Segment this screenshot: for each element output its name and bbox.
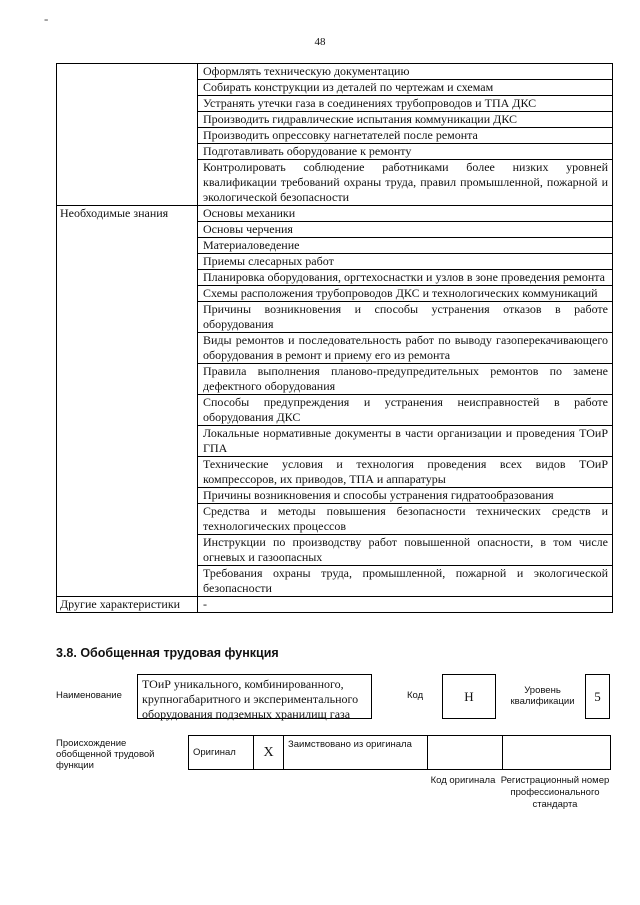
row-requirement: Виды ремонтов и последовательность работ по выводу газоперекачивающего оборудования в ремонт и приему его из ремонта [198, 333, 613, 364]
table-row [57, 488, 613, 504]
table-row [57, 144, 613, 160]
table-row [57, 566, 613, 597]
row-requirement: Схемы расположения трубопроводов ДКС и технологических коммуникаций [198, 286, 613, 302]
table-row [57, 364, 613, 395]
table-row [57, 96, 613, 112]
row-category [57, 270, 198, 286]
row-category [57, 80, 198, 96]
row-category [57, 302, 198, 333]
name-label: Наименование [56, 690, 122, 701]
row-category [57, 112, 198, 128]
requirements-table-body [57, 64, 613, 613]
row-category [57, 535, 198, 566]
row-requirement: Производить опрессовку нагнетателей после ремонта [198, 128, 613, 144]
section-title: 3.8. Обобщенная трудовая функция [56, 646, 279, 660]
row-requirement: Требования охраны труда, промышленной, пожарной и экологической безопасности [198, 566, 613, 597]
row-requirement: Инструкции по производству работ повышенной опасности, в том числе огневых и газоопасных [198, 535, 613, 566]
row-requirement: Причины возникновения и способы устранения гидратообразования [198, 488, 613, 504]
row-category [57, 488, 198, 504]
row-requirement: Планировка оборудования, оргтехоснастки и узлов в зоне проведения ремонта [198, 270, 613, 286]
row-category [57, 426, 198, 457]
function-code-box: H [442, 674, 496, 719]
row-category [57, 333, 198, 364]
row-category [57, 160, 198, 206]
table-row [57, 254, 613, 270]
table-row [57, 535, 613, 566]
row-requirement: Способы предупреждения и устранения неисправностей в работе оборудования ДКС [198, 395, 613, 426]
row-requirement: Контролировать соблюдение работниками более низких уровней квалификации требований охраны труда, правил промышленной, пожарной и экологической безопасности [198, 160, 613, 206]
code-original-caption: Код оригинала [430, 775, 496, 786]
table-row [57, 426, 613, 457]
function-name-box: ТОиР уникального, комбинированного, крупногабаритного и экспериментального оборудования подземных хранилищ газа [137, 674, 372, 719]
row-category [57, 395, 198, 426]
row-category [57, 96, 198, 112]
table-row [57, 160, 613, 206]
row-category: Другие характеристики [57, 597, 198, 613]
row-category [57, 457, 198, 488]
table-row [57, 206, 613, 222]
level-label: Уровень квалификации [510, 685, 575, 707]
row-requirement: Оформлять техническую документацию [198, 64, 613, 80]
table-row [57, 395, 613, 426]
row-category: Необходимые знания [57, 206, 198, 222]
reg-number-cell [503, 736, 611, 770]
row-category [57, 254, 198, 270]
row-category [57, 364, 198, 395]
table-row [57, 286, 613, 302]
row-requirement: Основы черчения [198, 222, 613, 238]
row-category [57, 144, 198, 160]
row-requirement: Основы механики [198, 206, 613, 222]
row-requirement: Средства и методы повышения безопасности технических средств и технологических процессов [198, 504, 613, 535]
row-requirement: Устранять утечки газа в соединениях трубопроводов и ТПА ДКС [198, 96, 613, 112]
table-row [57, 222, 613, 238]
table-row [57, 597, 613, 613]
table-row [57, 270, 613, 286]
row-requirement: - [198, 597, 613, 613]
code-label: Код [407, 690, 424, 701]
row-requirement: Технические условия и технология проведения всех видов ТОиР компрессоров, их приводов, ТПА и аппаратуры [198, 457, 613, 488]
corner-mark: - [44, 11, 49, 26]
row-category [57, 128, 198, 144]
qualification-level-box: 5 [585, 674, 610, 719]
row-requirement: Материаловедение [198, 238, 613, 254]
table-row [57, 238, 613, 254]
row-category [57, 286, 198, 302]
row-category [57, 64, 198, 80]
table-row [57, 504, 613, 535]
table-row [57, 128, 613, 144]
table-row [57, 80, 613, 96]
row-category [57, 238, 198, 254]
table-row [57, 457, 613, 488]
row-requirement: Правила выполнения планово-предупредительных ремонтов по замене дефектного оборудования [198, 364, 613, 395]
requirements-table [56, 63, 613, 613]
row-requirement: Локальные нормативные документы в части организации и проведения ТОиР ГПА [198, 426, 613, 457]
page-number: 48 [314, 36, 326, 48]
origin-table [188, 735, 611, 770]
row-requirement: Собирать конструкции из деталей по чертежам и схемам [198, 80, 613, 96]
code-original-cell [428, 736, 503, 770]
row-requirement: Подготавливать оборудование к ремонту [198, 144, 613, 160]
reg-number-caption: Регистрационный номер профессионального стандарта [500, 775, 610, 810]
row-requirement: Причины возникновения и способы устранения отказов в работе оборудования [198, 302, 613, 333]
table-row [57, 64, 613, 80]
original-label: Оригинал [189, 736, 254, 770]
row-category [57, 504, 198, 535]
origin-label: Происхождение обобщенной трудовой функции [56, 738, 155, 771]
borrowed-label: Заимствовано из оригинала [284, 736, 428, 770]
table-row [57, 112, 613, 128]
row-requirement: Производить гидравлические испытания коммуникации ДКС [198, 112, 613, 128]
row-category [57, 566, 198, 597]
row-category [57, 222, 198, 238]
row-requirement: Приемы слесарных работ [198, 254, 613, 270]
table-row [57, 302, 613, 333]
original-mark: X [254, 736, 284, 770]
table-row [57, 333, 613, 364]
